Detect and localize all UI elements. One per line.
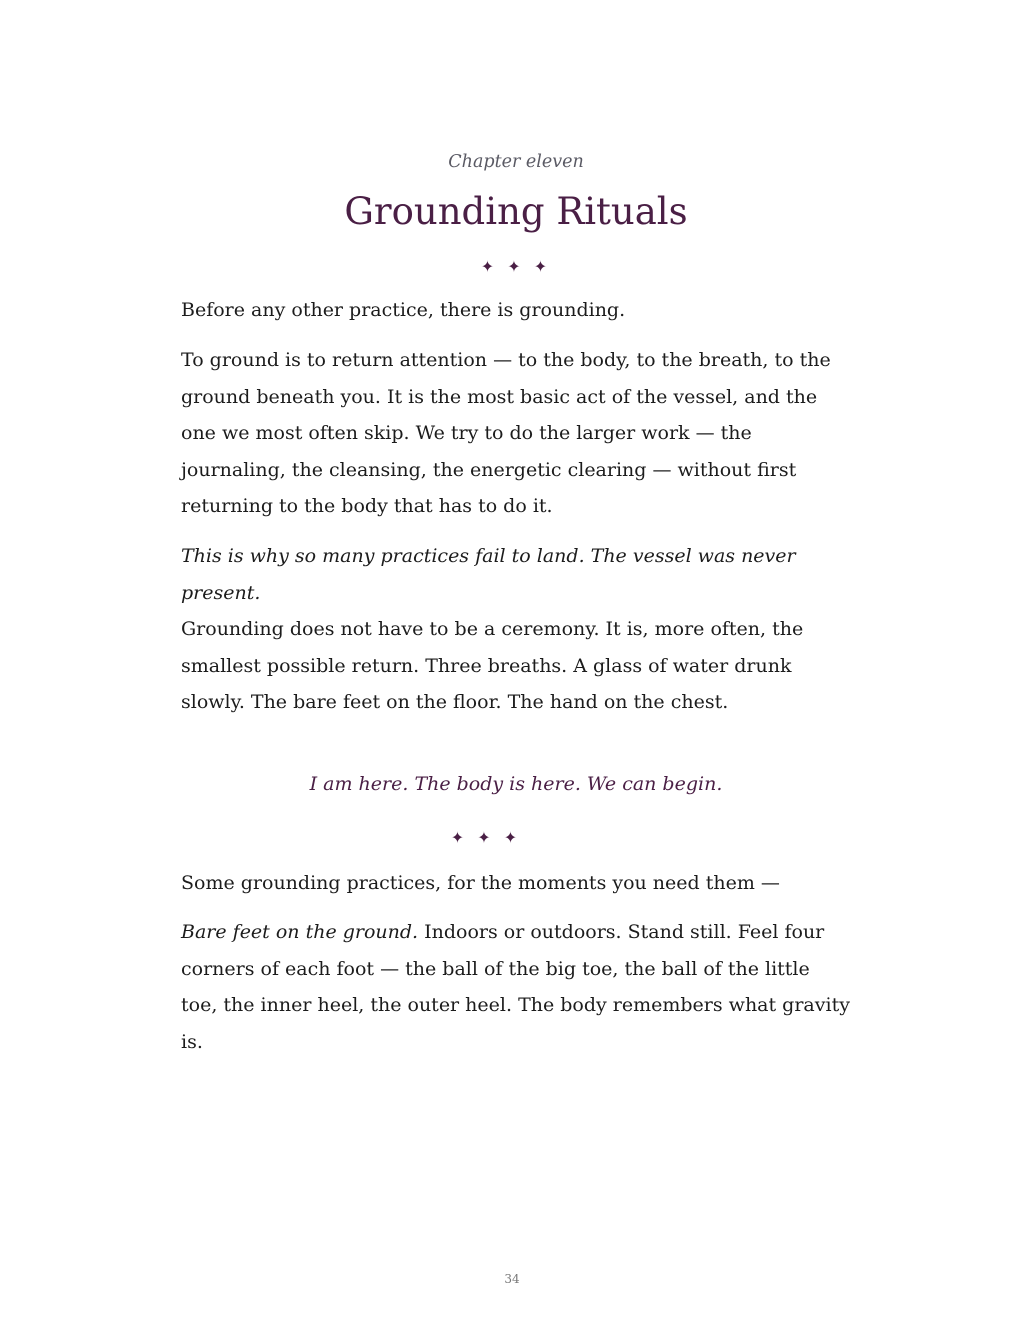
paragraph-italic-note: This is why so many practices fail to land. The vessel was never present.: [181, 545, 796, 604]
paragraph-ceremony: Grounding does not have to be a ceremony. It is, more often, the smallest possible return. Three breaths. A glass of water drunk slowly. The bare feet on the floor. The hand on the chest.: [181, 618, 804, 713]
paragraph-to-ground: To ground is to return attention — to the body, to the breath, to the ground beneath you. It is the most basic act of the vessel, and the one we most often skip. We try to do the larger work — the journaling, the cleansing, the energetic clearing — without first returning to the body that has to do it.: [181, 349, 831, 517]
page-number: 34: [504, 1272, 520, 1286]
chapter-title: Grounding Rituals: [344, 190, 688, 233]
pull-quote: I am here. The body is here. We can begin.: [309, 773, 723, 795]
ornament-divider-middle: ✦ ✦ ✦: [450, 828, 522, 847]
chapter-label: Chapter eleven: [448, 152, 584, 172]
ornament-divider-top: ✦ ✦ ✦: [480, 257, 552, 276]
practice-name-emphasis: Bare feet on the ground.: [181, 921, 419, 943]
paragraph-bare-feet: [181, 914, 851, 1060]
practice-description: Indoors or outdoors. Stand still. Feel four corners of each foot — the ball of the big toe, the ball of the little toe, the inner heel, the outer heel. The body remembers what gravity is.: [181, 921, 850, 1053]
paragraph-intro: Before any other practice, there is grounding.: [181, 299, 626, 321]
paragraph-practices-intro: Some grounding practices, for the moments you need them —: [181, 872, 780, 894]
